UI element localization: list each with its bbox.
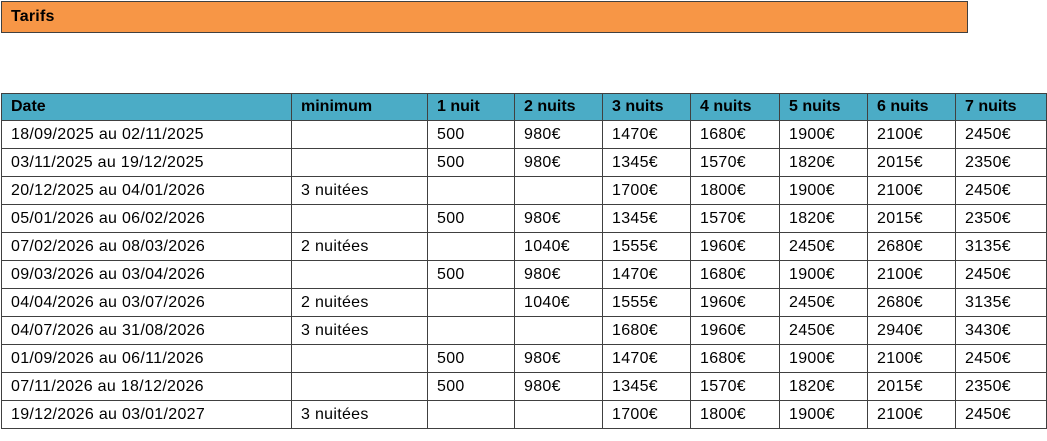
cell-1-nuit: 500 (428, 261, 515, 289)
table-row (2, 149, 1047, 177)
cell-3-nuits: 1680€ (603, 317, 691, 345)
cell-4-nuits: 1960€ (691, 233, 780, 261)
cell-3-nuits: 1555€ (603, 289, 691, 317)
cell-date: 09/03/2026 au 03/04/2026 (2, 261, 292, 289)
cell-2-nuits (515, 177, 603, 205)
header-7-nuits: 7 nuits (956, 94, 1047, 121)
cell-2-nuits: 980€ (515, 205, 603, 233)
table-row (2, 177, 1047, 205)
cell-5-nuits: 2450€ (780, 317, 868, 345)
table-row (2, 317, 1047, 345)
cell-3-nuits: 1345€ (603, 205, 691, 233)
cell-1-nuit: 500 (428, 149, 515, 177)
table-body (2, 121, 1047, 429)
cell-3-nuits: 1345€ (603, 149, 691, 177)
cell-3-nuits: 1700€ (603, 401, 691, 429)
cell-3-nuits: 1345€ (603, 373, 691, 401)
cell-7-nuits: 3135€ (956, 233, 1047, 261)
header-3-nuits: 3 nuits (603, 94, 691, 121)
header-2-nuits: 2 nuits (515, 94, 603, 121)
cell-1-nuit: 500 (428, 345, 515, 373)
cell-minimum: 3 nuitées (292, 401, 428, 429)
cell-4-nuits: 1800€ (691, 177, 780, 205)
cell-date: 01/09/2026 au 06/11/2026 (2, 345, 292, 373)
cell-4-nuits: 1680€ (691, 345, 780, 373)
cell-4-nuits: 1800€ (691, 401, 780, 429)
cell-6-nuits: 2680€ (868, 233, 956, 261)
cell-1-nuit (428, 177, 515, 205)
cell-2-nuits: 1040€ (515, 289, 603, 317)
cell-date: 19/12/2026 au 03/01/2027 (2, 401, 292, 429)
section-title-text: Tarifs (11, 8, 55, 25)
cell-4-nuits: 1570€ (691, 205, 780, 233)
cell-6-nuits: 2100€ (868, 401, 956, 429)
cell-4-nuits: 1570€ (691, 373, 780, 401)
cell-minimum (292, 373, 428, 401)
cell-2-nuits: 980€ (515, 261, 603, 289)
cell-1-nuit (428, 233, 515, 261)
cell-7-nuits: 2450€ (956, 121, 1047, 149)
cell-3-nuits: 1555€ (603, 233, 691, 261)
cell-6-nuits: 2015€ (868, 373, 956, 401)
cell-date: 04/07/2026 au 31/08/2026 (2, 317, 292, 345)
cell-1-nuit: 500 (428, 205, 515, 233)
cell-5-nuits: 1900€ (780, 177, 868, 205)
cell-5-nuits: 1900€ (780, 401, 868, 429)
cell-2-nuits (515, 401, 603, 429)
cell-6-nuits: 2680€ (868, 289, 956, 317)
header-1-nuit: 1 nuit (428, 94, 515, 121)
cell-3-nuits: 1700€ (603, 177, 691, 205)
cell-date: 20/12/2025 au 04/01/2026 (2, 177, 292, 205)
table-header-row (2, 94, 1047, 121)
cell-2-nuits: 980€ (515, 373, 603, 401)
cell-minimum: 3 nuitées (292, 317, 428, 345)
cell-7-nuits: 3135€ (956, 289, 1047, 317)
cell-date: 07/11/2026 au 18/12/2026 (2, 373, 292, 401)
cell-1-nuit (428, 289, 515, 317)
cell-date: 18/09/2025 au 02/11/2025 (2, 121, 292, 149)
cell-5-nuits: 1900€ (780, 121, 868, 149)
cell-7-nuits: 2350€ (956, 205, 1047, 233)
cell-5-nuits: 1900€ (780, 261, 868, 289)
cell-7-nuits: 2450€ (956, 345, 1047, 373)
cell-date: 04/04/2026 au 03/07/2026 (2, 289, 292, 317)
cell-7-nuits: 3430€ (956, 317, 1047, 345)
cell-7-nuits: 2350€ (956, 373, 1047, 401)
cell-6-nuits: 2100€ (868, 121, 956, 149)
cell-6-nuits: 2015€ (868, 205, 956, 233)
cell-5-nuits: 2450€ (780, 289, 868, 317)
cell-1-nuit (428, 317, 515, 345)
header-minimum: minimum (292, 94, 428, 121)
cell-minimum (292, 205, 428, 233)
table-row (2, 233, 1047, 261)
table-row (2, 205, 1047, 233)
cell-1-nuit: 500 (428, 373, 515, 401)
cell-4-nuits: 1680€ (691, 121, 780, 149)
cell-minimum: 2 nuitées (292, 233, 428, 261)
cell-date: 03/11/2025 au 19/12/2025 (2, 149, 292, 177)
cell-4-nuits: 1570€ (691, 149, 780, 177)
table-row (2, 121, 1047, 149)
cell-minimum (292, 121, 428, 149)
cell-2-nuits: 980€ (515, 149, 603, 177)
cell-6-nuits: 2100€ (868, 177, 956, 205)
header-6-nuits: 6 nuits (868, 94, 956, 121)
cell-date: 07/02/2026 au 08/03/2026 (2, 233, 292, 261)
cell-date: 05/01/2026 au 06/02/2026 (2, 205, 292, 233)
cell-3-nuits: 1470€ (603, 345, 691, 373)
cell-minimum: 3 nuitées (292, 177, 428, 205)
cell-2-nuits: 980€ (515, 345, 603, 373)
cell-minimum (292, 149, 428, 177)
cell-6-nuits: 2100€ (868, 345, 956, 373)
cell-2-nuits: 1040€ (515, 233, 603, 261)
cell-5-nuits: 1820€ (780, 149, 868, 177)
cell-4-nuits: 1680€ (691, 261, 780, 289)
cell-5-nuits: 1820€ (780, 205, 868, 233)
cell-5-nuits: 1820€ (780, 373, 868, 401)
cell-7-nuits: 2450€ (956, 177, 1047, 205)
cell-4-nuits: 1960€ (691, 289, 780, 317)
cell-4-nuits: 1960€ (691, 317, 780, 345)
table-row (2, 373, 1047, 401)
cell-6-nuits: 2100€ (868, 261, 956, 289)
cell-7-nuits: 2350€ (956, 149, 1047, 177)
tarifs-table (1, 93, 1047, 429)
cell-5-nuits: 2450€ (780, 233, 868, 261)
header-4-nuits: 4 nuits (691, 94, 780, 121)
cell-minimum (292, 261, 428, 289)
cell-7-nuits: 2450€ (956, 401, 1047, 429)
header-5-nuits: 5 nuits (780, 94, 868, 121)
cell-minimum (292, 345, 428, 373)
cell-6-nuits: 2015€ (868, 149, 956, 177)
header-date: Date (2, 94, 292, 121)
cell-2-nuits (515, 317, 603, 345)
cell-6-nuits: 2940€ (868, 317, 956, 345)
table-row (2, 345, 1047, 373)
cell-3-nuits: 1470€ (603, 261, 691, 289)
cell-1-nuit (428, 401, 515, 429)
cell-7-nuits: 2450€ (956, 261, 1047, 289)
cell-1-nuit: 500 (428, 121, 515, 149)
cell-3-nuits: 1470€ (603, 121, 691, 149)
cell-5-nuits: 1900€ (780, 345, 868, 373)
table-row (2, 261, 1047, 289)
cell-minimum: 2 nuitées (292, 289, 428, 317)
section-title (1, 1, 968, 33)
cell-2-nuits: 980€ (515, 121, 603, 149)
table-row (2, 289, 1047, 317)
table-row (2, 401, 1047, 429)
